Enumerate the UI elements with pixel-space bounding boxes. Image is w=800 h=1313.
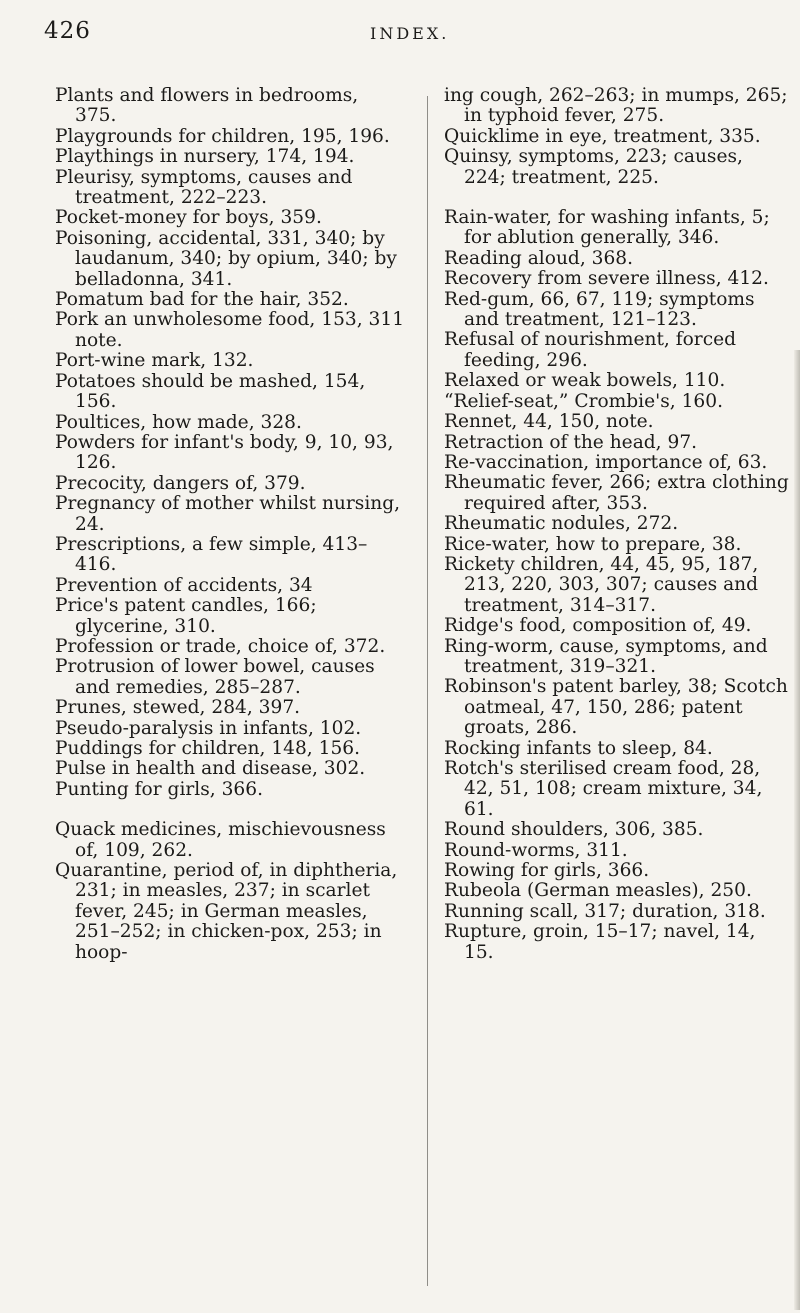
index-entry: Rheumatic fever, 266; extra clothing required after, 353. [444,472,789,514]
index-entry: Pomatum bad for the hair, 352. [55,289,349,311]
index-entry: Round-worms, 311. [444,839,628,861]
index-entry: Potatoes should be mashed, 154, 156. [55,370,366,413]
index-entry: Quack medicines, mischievousness of, 109, 262. [55,819,386,861]
index-entry: Rain-water, for washing infants, 5; for ablution generally, 346. [444,207,770,249]
index-entry: Pleurisy, symptoms, causes and treatment, 222–223. [55,166,353,209]
index-entry: ing cough, 262–263; in mumps, 265; in typhoid fever, 275. [444,85,788,127]
index-entry: Pregnancy of mother whilst nursing, 24. [55,493,401,535]
index-entry: Rowing for girls, 366. [444,860,650,882]
index-entry: Ring-worm, cause, symptoms, and treatment, 319–321. [444,635,768,677]
index-entry: Port-wine mark, 132. [55,350,254,372]
index-entry: Rickety children, 44, 45, 95, 187, 213, 220, 303, 307; causes and treatment, 314–317. [444,553,759,616]
index-entry: Price's patent candles, 166; glycerine, 310. [55,595,317,637]
index-entry: Pocket-money for boys, 359. [55,207,322,229]
index-entry: Ridge's food, composition of, 49. [444,615,752,637]
index-entry: Refusal of nourishment, forced feeding, 296. [444,329,737,371]
index-entry: Rupture, groin, 15–17; navel, 14, 15. [444,921,756,963]
index-entry: Plants and flowers in bedrooms, 375. [55,85,359,127]
index-entry: Rheumatic nodules, 272. [444,513,679,535]
index-entry: Retraction of the head, 97. [444,431,698,453]
index-column-right [444,86,790,963]
index-entry: Puddings for children, 148, 156. [55,738,361,759]
index-entry: Prescriptions, a few simple, 413–416. [55,533,368,576]
index-entry: Playthings in nursery, 174, 194. [55,146,355,168]
index-entry: Re-vaccination, importance of, 63. [444,451,768,473]
index-column-left [55,86,405,963]
index-entry: Precocity, dangers of, 379. [55,472,306,494]
index-entry: Prevention of accidents, 34 [55,574,313,596]
index-entry: Robinson's patent barley, 38; Scotch oatmeal, 47, 150, 286; patent groats, 286. [444,676,788,739]
index-entry: Pulse in health and disease, 302. [55,758,366,780]
page-header [0,18,800,58]
index-entry: Round shoulders, 306, 385. [444,819,704,841]
index-entry: Protrusion of lower bowel, causes and remedies, 285–287. [55,656,375,698]
index-entry: Rubeola (German measles), 250. [444,880,752,902]
index-entry: Playgrounds for children, 195, 196. [55,125,390,147]
index-entry: Quarantine, period of, in diphtheria, 231; in measles, 237; in scarlet fever, 245; in German measles, 251–252; in chicken-pox, 253; in hoop- [55,860,398,963]
index-entry: Quinsy, symptoms, 223; causes, 224; treatment, 225. [444,146,743,188]
index-entry: Red-gum, 66, 67, 119; symptoms and treatment, 121–123. [444,288,755,331]
index-entry: Powders for infant's body, 9, 10, 93, 126. [55,431,394,474]
index-entry: Quicklime in eye, treatment, 335. [444,125,761,147]
running-head: INDEX. [370,24,450,43]
index-entry: Rocking infants to sleep, 84. [444,737,713,759]
index-entry: Pork an unwholesome food, 153, 311 note. [55,309,405,351]
index-entry: Rice-water, how to prepare, 38. [444,533,742,555]
index-entry: Prunes, stewed, 284, 397. [55,697,301,719]
index-entry: Running scall, 317; duration, 318. [444,900,766,922]
page-number: 426 [44,18,91,44]
index-entry: Poisoning, accidental, 331, 340; by laudanum, 340; by opium, 340; by belladonna, 341. [55,227,397,290]
index-entry: “Relief-seat,” Crombie's, 160. [444,390,724,412]
index-entry: Recovery from severe illness, 412. [444,268,769,290]
index-entry: Pseudo-paralysis in infants, 102. [55,717,362,739]
column-divider [427,96,428,1286]
index-entry: Rennet, 44, 150, note. [444,411,654,433]
page-edge-shadow [794,350,800,1310]
index-entry: Punting for girls, 366. [55,778,263,800]
index-entry: Relaxed or weak bowels, 110. [444,370,726,392]
index-entry: Reading aloud, 368. [444,247,634,269]
index-entry: Poultices, how made, 328. [55,411,302,433]
index-entry: Profession or trade, choice of, 372. [55,635,386,657]
index-entry: Rotch's sterilised cream food, 28, 42, 51, 108; cream mixture, 34, 61. [444,758,763,820]
